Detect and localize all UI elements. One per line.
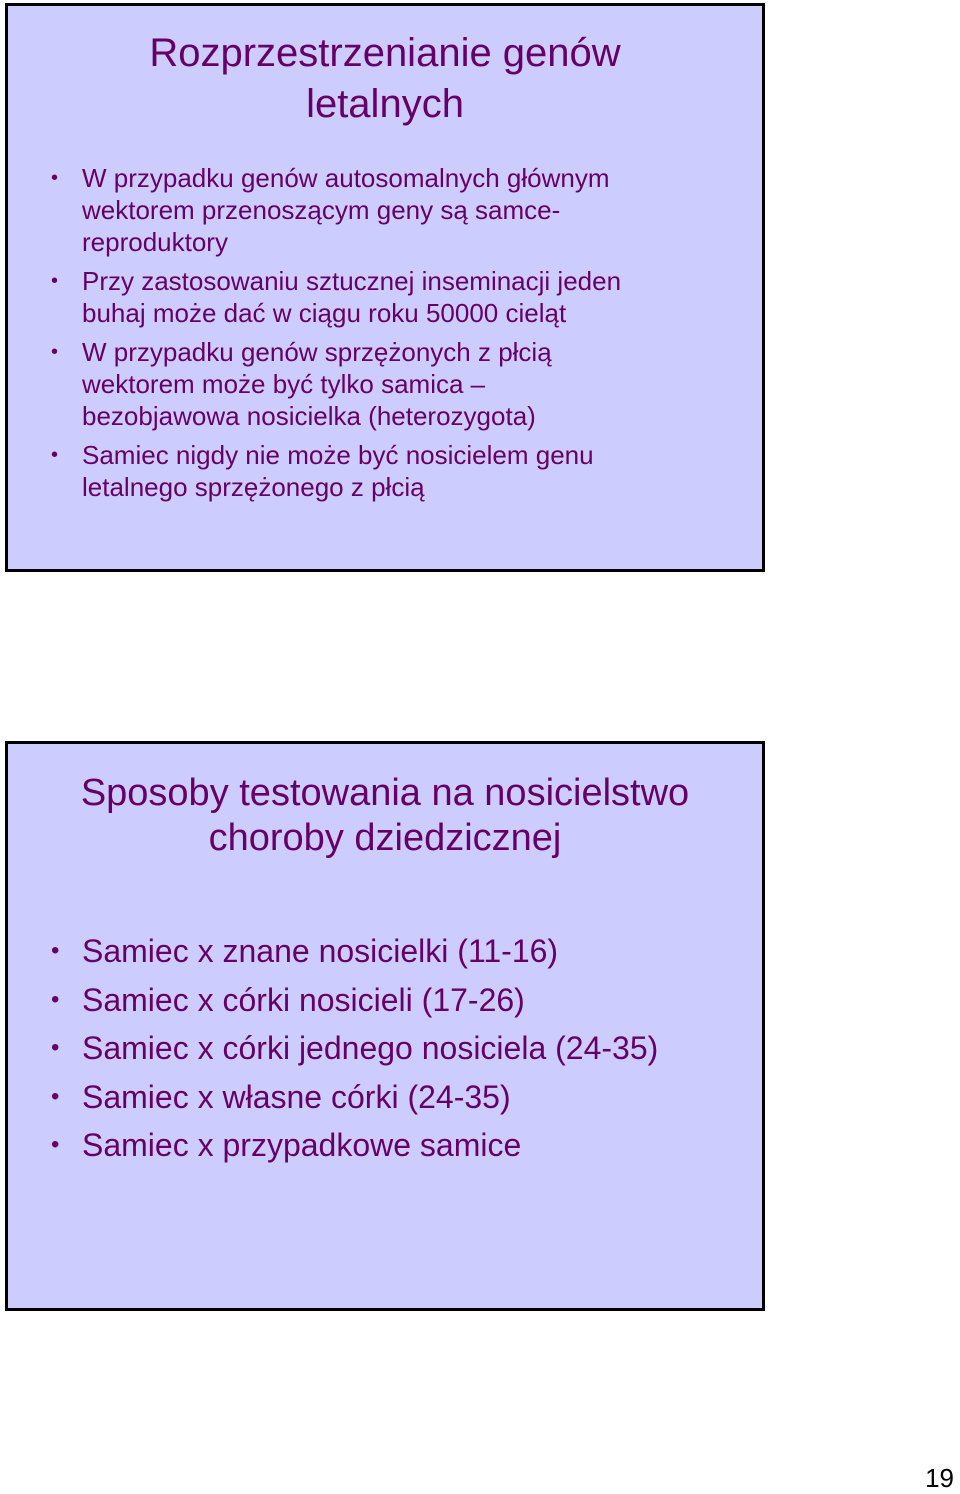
bullet-icon: • xyxy=(51,937,60,964)
bullet-text-line: wektorem może być tylko samica – xyxy=(82,369,486,399)
slide-title xyxy=(8,6,762,130)
slide-rozprzestrzenianie xyxy=(5,3,765,572)
bullet-text-line: buhaj może dać w ciągu roku 50000 cieląt xyxy=(82,298,567,328)
bullet-text: Samiec x córki nosicieli (17-26) xyxy=(82,981,525,1018)
list-item xyxy=(8,976,762,1025)
bullet-text: Samiec x własne córki (24-35) xyxy=(82,1078,511,1115)
list-item xyxy=(8,1073,762,1122)
bullet-text: Samiec x znane nosicielki (11-16) xyxy=(82,933,559,969)
bullet-icon: • xyxy=(51,444,59,466)
slide-sposoby-testowania xyxy=(5,741,765,1311)
bullet-text-line: W przypadku genów sprzężonych z płcią xyxy=(82,337,552,367)
list-item xyxy=(8,336,762,432)
list-item xyxy=(8,927,762,976)
list-item xyxy=(8,439,762,503)
slide-title xyxy=(8,744,762,861)
bullet-text-line: reproduktory xyxy=(82,227,228,257)
bullet-icon: • xyxy=(51,985,60,1013)
bullet-text-line: Przy zastosowaniu sztucznej inseminacji jeden xyxy=(82,266,622,296)
bullet-list xyxy=(8,162,762,503)
list-item xyxy=(8,1024,762,1073)
title-line: Sposoby testowania na nosicielstwo xyxy=(80,772,690,814)
bullet-text-line: bezobjawowa nosicielka (heterozygota) xyxy=(82,401,536,431)
bullet-text-line: wektorem przenoszącym geny są samce- xyxy=(82,195,561,225)
bullet-icon: • xyxy=(51,1034,60,1061)
bullet-icon: • xyxy=(51,341,59,363)
bullet-text-line: letalnego sprzężonego z płcią xyxy=(82,472,425,502)
title-line: letalnych xyxy=(306,82,464,126)
list-item xyxy=(8,265,762,329)
page-number: 19 xyxy=(925,1463,954,1493)
bullet-text-line: W przypadku genów autosomalnych głównym xyxy=(82,163,610,193)
bullet-text: Samiec x przypadkowe samice xyxy=(82,1127,522,1163)
bullet-list xyxy=(8,927,762,1170)
bullet-text-line: Samiec nigdy nie może być nosicielem genu xyxy=(82,440,594,470)
bullet-text: Samiec x córki jednego nosiciela (24-35) xyxy=(82,1030,659,1066)
bullet-icon: • xyxy=(51,270,59,292)
title-line: Rozprzestrzenianie genów xyxy=(149,31,621,75)
bullet-icon: • xyxy=(51,167,59,189)
title-line: choroby dziedzicznej xyxy=(208,817,562,859)
list-item xyxy=(8,1121,762,1170)
bullet-icon: • xyxy=(51,1131,60,1158)
bullet-icon: • xyxy=(51,1082,60,1110)
list-item xyxy=(8,162,762,258)
